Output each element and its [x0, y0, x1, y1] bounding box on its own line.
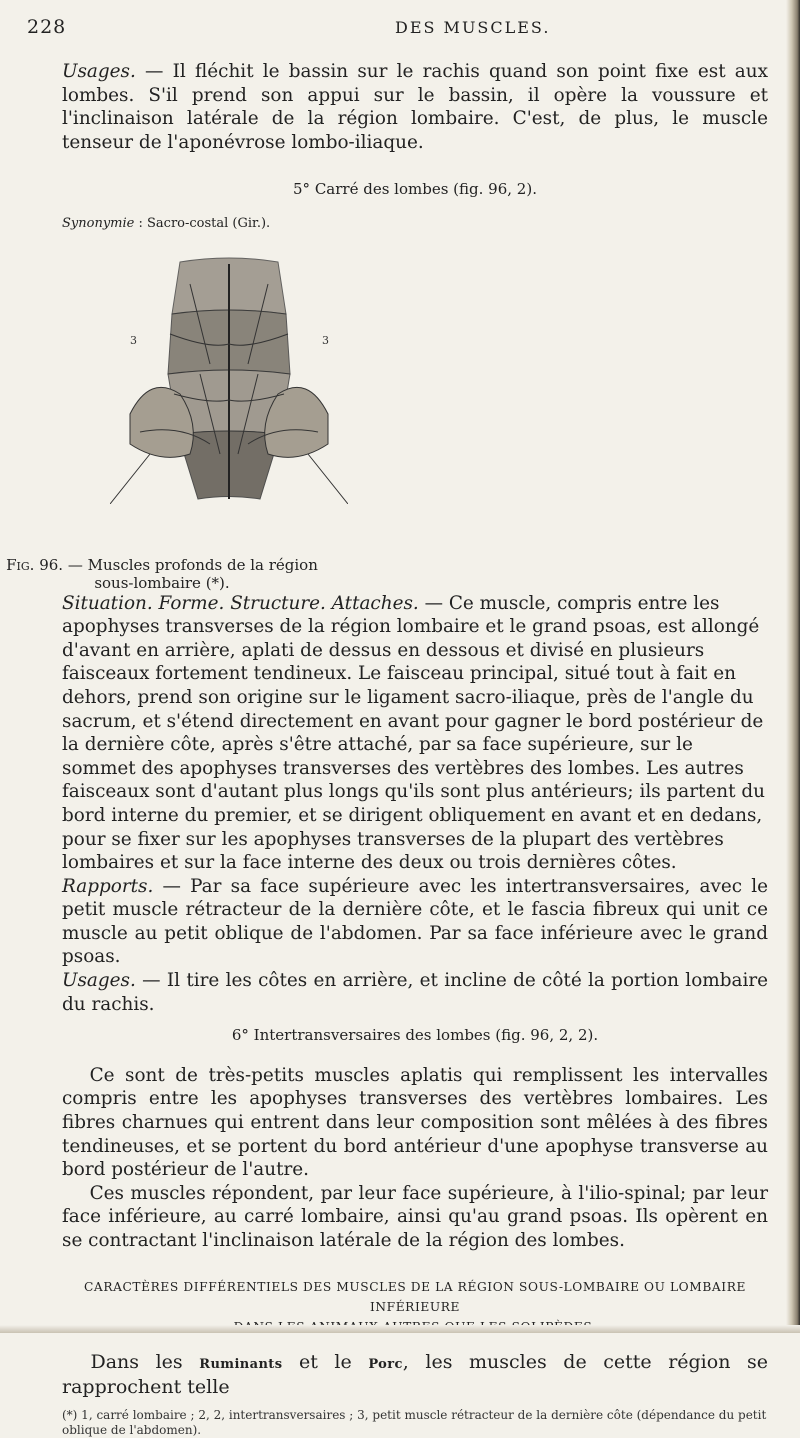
situation-label: Situation. Forme. Structure. Attaches.: [62, 592, 419, 614]
page-number: 228: [27, 16, 67, 38]
synonymie-line: [62, 212, 768, 236]
paragraph-intertransversaires-1: Ce sont de très-petits muscles aplatis qui remplissent les intervalles compris entre les apophyses transverses des vertèbres lombaires. Les fibres charnues qui entrent dans leur composition sont mêlées à des fibres tendineuses, et se portent du bord antérieur d'une apophyse transverse au bord postérieur de l'autre.: [62, 1064, 768, 1181]
situation-text: — Ce muscle, compris entre les apophyses transverses de la région lombaire et le grand psoas, est allongé d'avant en arrière, aplati de dessus en dessous et divisé en plusieurs faisceaux fortement tendineux. Le faisceau principal, situé tout à fait en dehors, prend son origine sur le ligament sacro-iliaque, près de l'angle du sacrum, et s'étend directement en avant pour gagner le bord postérieur de la dernière côte, après s'être attaché, par sa face supérieure, sur le sommet des apophyses transverses des vertèbres des lombes. Les autres faisceaux sont d'autant plus longs qu'ils sont plus antérieurs; ils partent du bord interne du premier, et se dirigent obliquement en avant et en dedans, pour se fixer sur les apophyses transverses de la plupart des vertèbres lombaires et sur la face interne des deux ou trois dernières côtes.: [62, 592, 765, 874]
page-content: [6, 60, 768, 1438]
section-heading-intertransversaires: 6° Intertransversaires des lombes (fig. 96, 2, 2).: [231, 1026, 599, 1045]
anatomical-illustration: [110, 254, 348, 504]
figure-caption-text: — Muscles profonds de la région sous-lombaire (*).: [63, 555, 318, 592]
rapports-text: — Par sa face supérieure avec les intertransversaires, avec le petit muscle rétracteur de la dernière côte, et le fascia fibreux qui unit ce muscle au petit oblique de l'abdomen. Par sa face inférieure avec le grand psoas.: [62, 875, 768, 968]
paragraph-usages-1: [62, 60, 768, 154]
ruminants-term: Ruminants: [199, 1356, 283, 1372]
page-header: [0, 16, 780, 40]
synonymie-label: Synonymie: [62, 215, 135, 231]
usages-label: Usages.: [62, 61, 136, 82]
synonymie-text: : Sacro-costal (Gir.).: [134, 215, 271, 231]
figure-label: Fig. 96.: [6, 555, 64, 574]
paragraph-ruminants: [62, 1351, 768, 1400]
page-bottom-edge: [0, 1325, 800, 1333]
paragraph-intertransversaires-2: Ces muscles répondent, par leur face supérieure, à l'ilio-spinal; par leur face inférieure, au carré lombaire, ainsi qu'au grand psoas. Ils opèrent en se contractant l'inclinaison latérale de la région des lombes.: [62, 1182, 768, 1251]
differential-characters-heading: CARACTÈRES DIFFÉRENTIELS DES MUSCLES DE LA RÉGION SOUS-LOMBAIRE OU LOMBAIRE INFÉRIEURE: [84, 1279, 746, 1314]
porc-term: Porc: [368, 1356, 403, 1372]
usages-2-label: Usages.: [62, 970, 136, 992]
ruminants-pre: Dans les: [90, 1350, 200, 1373]
ruminants-post: , les muscles de cette région se rapprochent telle: [62, 1350, 768, 1399]
rapports-label: Rapports.: [62, 875, 154, 897]
svg-text:3: 3: [322, 333, 329, 347]
usages-2-text: — Il tire les côtes en arrière, et incline de côté la portion lombaire du rachis.: [62, 970, 768, 1015]
usages-text: — Il fléchit le bassin sur le rachis quand son point fixe est aux lombes. S'il prend son appui sur le bassin, il opère la voussure et l'inclinaison latérale de la région lombaire. C'est, de plus, le muscle tenseur de l'aponévrose lombo-iliaque.: [62, 61, 768, 153]
ruminants-mid: et le: [282, 1350, 369, 1373]
page-edge-shadow: [786, 0, 800, 1333]
paragraph-rapports: [62, 875, 768, 969]
section-heading-carre-des-lombes: 5° Carré des lombes (fig. 96, 2).: [293, 180, 537, 199]
footnote: (*) 1, carré lombaire ; 2, 2, intertransversaires ; 3, petit muscle rétracteur de la dernière côte (dépendance du petit oblique de l'abdomen).: [62, 1407, 767, 1437]
figure-96: [110, 254, 348, 550]
paragraph-usages-2: [62, 969, 768, 1016]
running-title: DES MUSCLES.: [395, 18, 551, 37]
svg-text:3: 3: [130, 333, 137, 347]
